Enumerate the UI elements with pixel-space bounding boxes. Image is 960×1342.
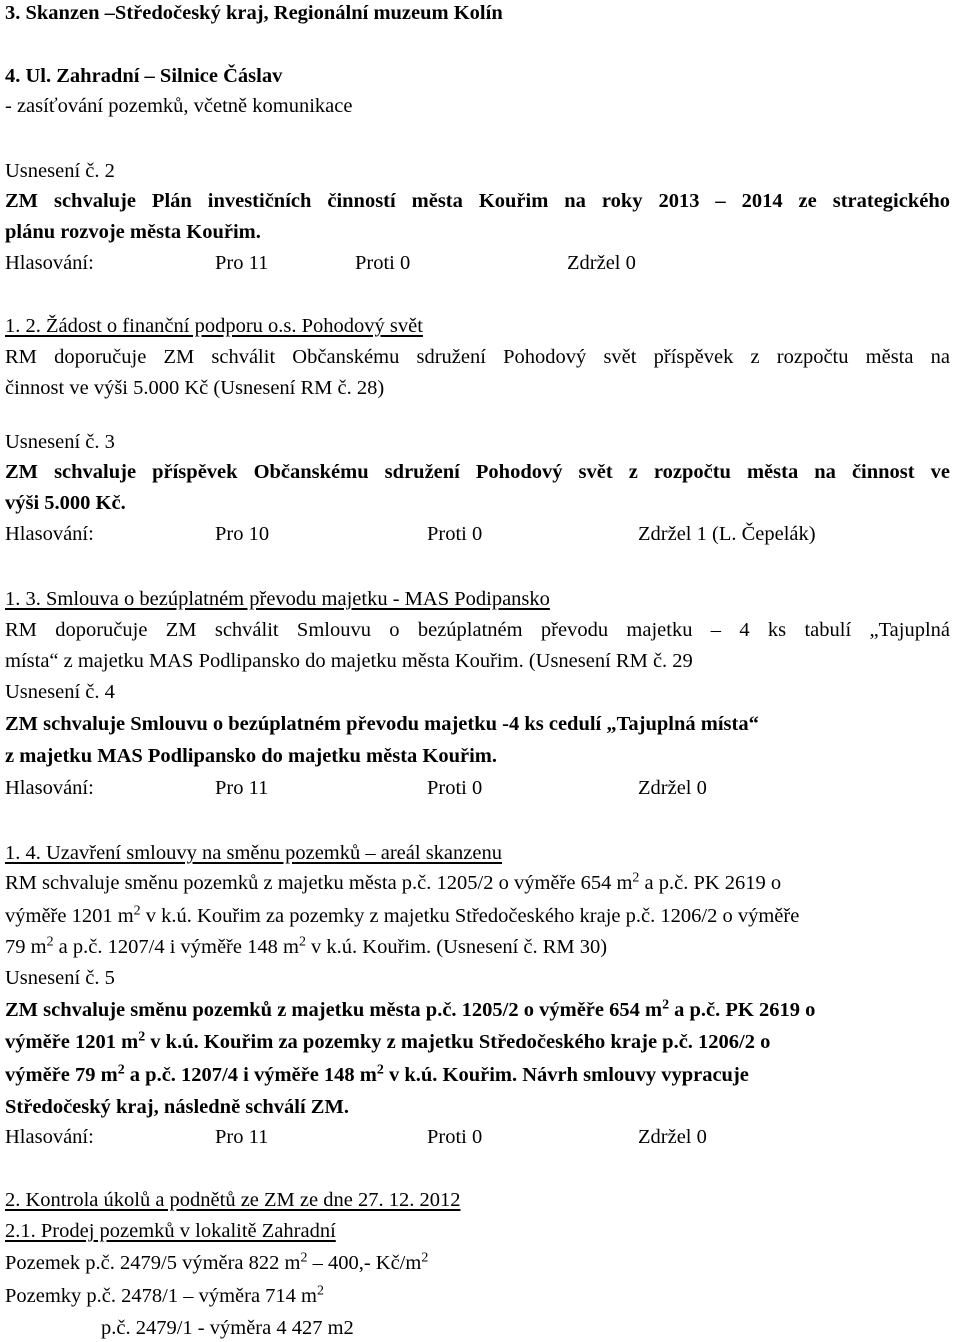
recommendation-text: místa“ z majetku MAS Podlipansko do majetku města Kouřim. (Usnesení RM č. 29 <box>5 650 693 672</box>
resolution-label: Usnesení č. 3 <box>5 431 115 453</box>
vote-label: Hlasování: <box>5 523 94 545</box>
vote-line <box>0 250 960 276</box>
vote-proti: Proti 0 <box>427 777 483 799</box>
vote-pro: Pro 10 <box>215 523 270 545</box>
vote-label: Hlasování: <box>5 252 94 274</box>
vote-zdrzel: Zdržel 1 (L. Čepelák) <box>638 523 816 545</box>
recommendation-text: činnost ve výši 5.000 Kč (Usnesení RM č. 28) <box>5 377 385 399</box>
vote-zdrzel: Zdržel 0 <box>638 1126 707 1148</box>
vote-label: Hlasování: <box>5 1126 94 1148</box>
resolution-text: výměře 79 $m^2$ a p.č. 1207/4 i výměře 148 $m^2$ v k.ú. Kouřim. Návrh smlouvy vypracuje <box>5 1062 749 1086</box>
resolution-text: ZM schvaluje směnu pozemků z majetku města p.č. 1205/2 o výměře 654 $m^2$ a p.č. PK 2619 o <box>5 997 816 1021</box>
resolution-label: Usnesení č. 5 <box>5 967 115 989</box>
recommendation-text: výměře 1201 $m^2$ v k.ú. Kouřim za pozemky z majetku Středočeského kraje p.č. 1206/2 o výměře <box>5 903 800 927</box>
agenda-item-heading: 1. 4. Uzavření smlouvy na směnu pozemků – areál skanzenu <box>5 842 502 864</box>
parcel-line: Pozemek p.č. 2479/5 výměra 822 $m^2 - 400,-$ $Kč/m^2$ <box>5 1250 429 1274</box>
vote-pro: Pro 11 <box>215 252 269 274</box>
resolution-text: Středočeský kraj, následně schválí ZM. <box>5 1096 349 1118</box>
resolution-text: ZM schvaluje příspěvek Občanskému sdružení Pohodový svět z rozpočtu města na činnost ve <box>5 461 950 483</box>
parcel-line: Pozemky p.č. 2478/1 – výměra 714 $m^2$ <box>5 1283 324 1307</box>
vote-zdrzel: Zdržel 0 <box>567 252 636 274</box>
resolution-text: výši 5.000 Kč. <box>5 492 126 514</box>
parcel-line: p.č. 2479/1 - výměra 4 427 m2 <box>101 1317 354 1339</box>
vote-proti: Proti 0 <box>427 523 483 545</box>
section-heading-4: 4. Ul. Zahradní – Silnice Čáslav <box>5 65 283 87</box>
resolution-label: Usnesení č. 4 <box>5 681 115 703</box>
recommendation-text: 79 $m^2$ a p.č. 1207/4 i výměře 148 $m^2$ v k.ú. Kouřim. (Usnesení č. RM 30) <box>5 934 608 958</box>
vote-line <box>0 775 960 801</box>
vote-zdrzel: Zdržel 0 <box>638 777 707 799</box>
vote-proti: Proti 0 <box>355 252 411 274</box>
resolution-text: plánu rozvoje města Kouřim. <box>5 221 261 243</box>
resolution-text: z majetku MAS Podlipansko do majetku města Kouřim. <box>5 745 498 767</box>
vote-proti: Proti 0 <box>427 1126 483 1148</box>
section-heading-2: 2. Kontrola úkolů a podnětů ze ZM ze dne 27. 12. 2012 <box>5 1189 461 1211</box>
vote-line <box>0 1124 960 1150</box>
section-subitem: - zasíťování pozemků, včetně komunikace <box>5 95 353 117</box>
resolution-label: Usnesení č. 2 <box>5 160 115 182</box>
recommendation-text: RM doporučuje ZM schválit Smlouvu o bezúplatném převodu majetku – 4 ks tabulí „Tajuplná <box>5 619 950 641</box>
agenda-item-heading: 1. 3. Smlouva o bezúplatném převodu majetku - MAS Podipansko <box>5 588 550 610</box>
subsection-heading: 2.1. Prodej pozemků v lokalitě Zahradní <box>5 1220 336 1242</box>
agenda-item-heading: 1. 2. Žádost o finanční podporu o.s. Pohodový svět <box>5 315 423 337</box>
vote-pro: Pro 11 <box>215 777 269 799</box>
recommendation-text: RM schvaluje směnu pozemků z majetku města p.č. 1205/2 o výměře 654 $m^2$ a p.č. PK 2619 o <box>5 870 782 894</box>
vote-label: Hlasování: <box>5 777 94 799</box>
resolution-text: ZM schvaluje Plán investičních činností města Kouřim na roky 2013 – 2014 ze strategického <box>5 190 950 212</box>
recommendation-text: RM doporučuje ZM schválit Občanskému sdružení Pohodový svět příspěvek z rozpočtu města na <box>5 346 950 368</box>
vote-pro: Pro 11 <box>215 1126 269 1148</box>
resolution-text: ZM schvaluje Smlouvu o bezúplatném převodu majetku -4 ks cedulí „Tajuplná místa“ <box>5 713 759 735</box>
section-heading-3: 3. Skanzen –Středočeský kraj, Regionální muzeum Kolín <box>5 2 503 24</box>
vote-line <box>0 521 960 547</box>
resolution-text: výměře 1201 $m^2$ v k.ú. Kouřim za pozemky z majetku Středočeského kraje p.č. 1206/2 o <box>5 1029 771 1053</box>
